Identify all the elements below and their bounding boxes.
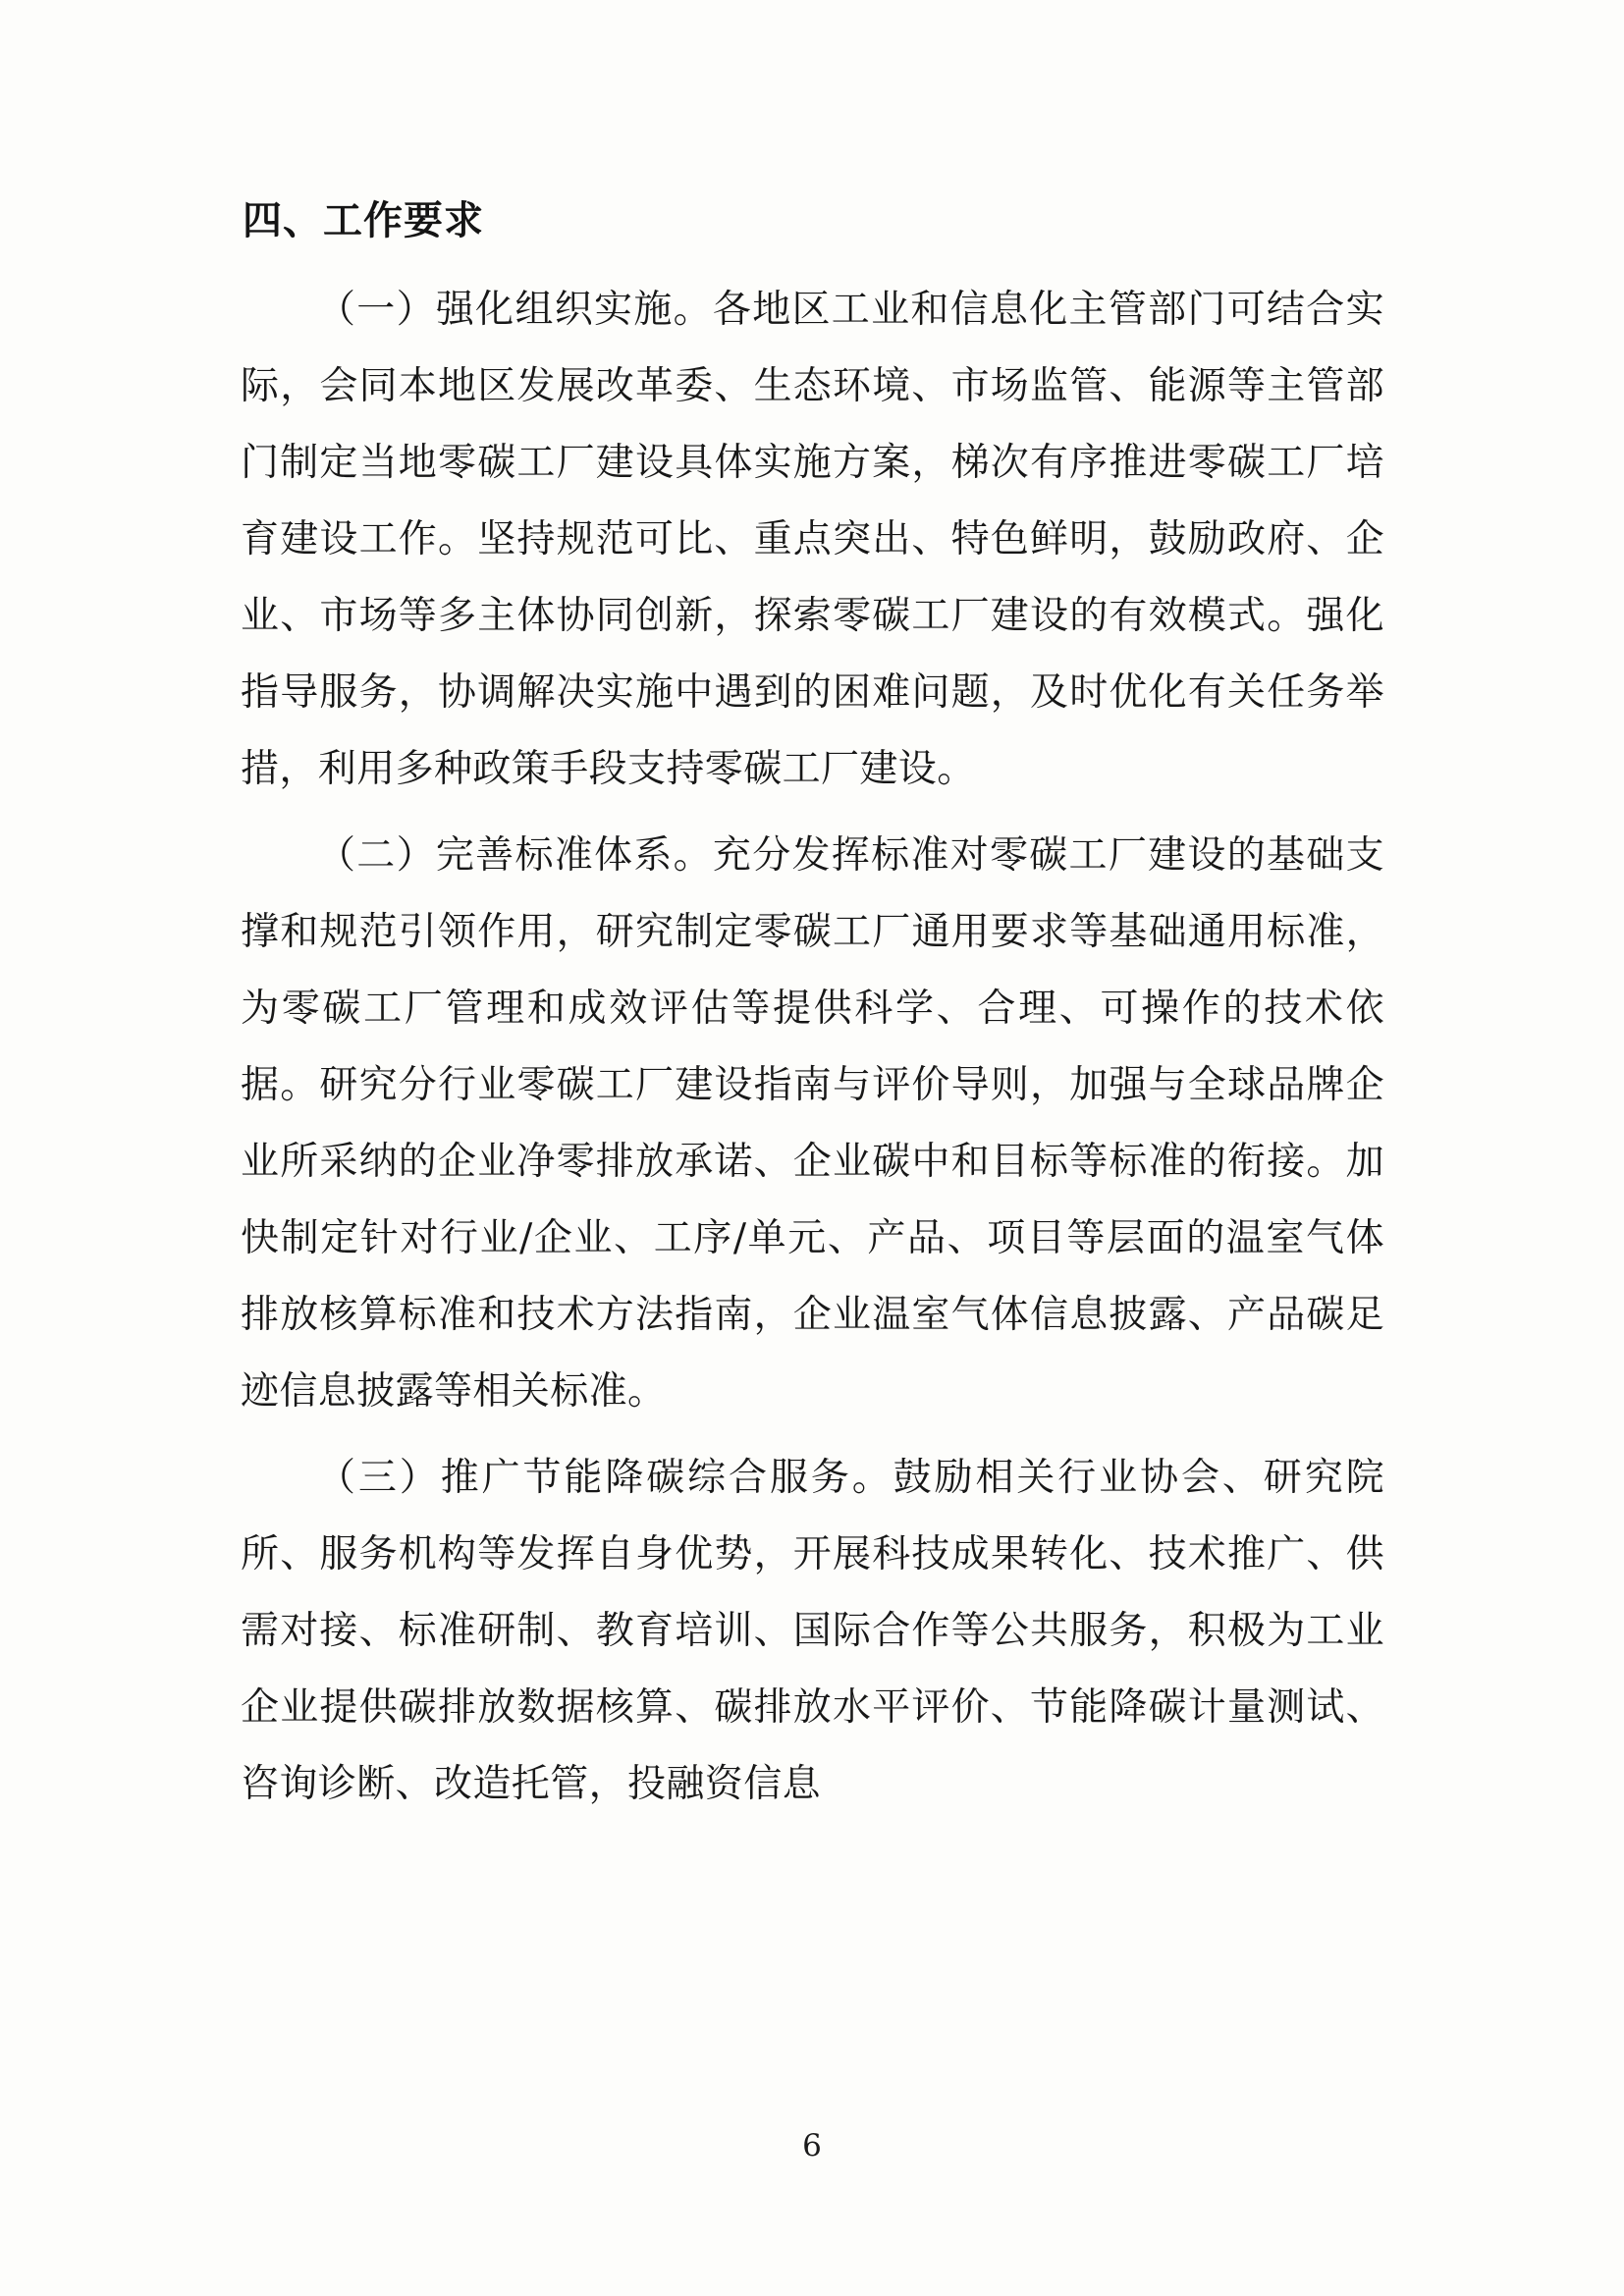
paragraph-3: （三）推广节能降碳综合服务。鼓励相关行业协会、研究院所、服务机构等发挥自身优势，开展科技成果转化、技术推广、供需对接、标准研制、教育培训、国际合作等公共服务，积极为工业企业提供碳排放数据核算、碳排放水平评价、节能降碳计量测试、咨询诊断、改造托管，投融资信息: [241, 1456, 1384, 1806]
page-number: 6: [802, 2128, 822, 2163]
paragraph-1: （一）强化组织实施。各地区工业和信息化主管部门可结合实际，会同本地区发展改革委、生态环境、市场监管、能源等主管部门制定当地零碳工厂建设具体实施方案，梯次有序推进零碳工厂培育建设工作。坚持规范可比、重点突出、特色鲜明，鼓励政府、企业、市场等多主体协同创新，探索零碳工厂建设的有效模式。强化指导服务，协调解决实施中遇到的困难问题，及时优化有关任务举措，利用多种政策手段支持零碳工厂建设。: [241, 288, 1384, 791]
page-content: [241, 191, 1384, 1823]
section-heading: 四、工作要求: [243, 197, 484, 243]
paragraph-2: （二）完善标准体系。充分发挥标准对零碳工厂建设的基础支撑和规范引领作用，研究制定零碳工厂通用要求等基础通用标准，为零碳工厂管理和成效评估等提供科学、合理、可操作的技术依据。研究分行业零碳工厂建设指南与评价导则，加强与全球品牌企业所采纳的企业净零排放承诺、企业碳中和目标等标准的衔接。加快制定针对行业/企业、工序/单元、产品、项目等层面的温室气体排放核算标准和技术方法指南，企业温室气体信息披露、产品碳足迹信息披露等相关标准。: [241, 833, 1384, 1414]
